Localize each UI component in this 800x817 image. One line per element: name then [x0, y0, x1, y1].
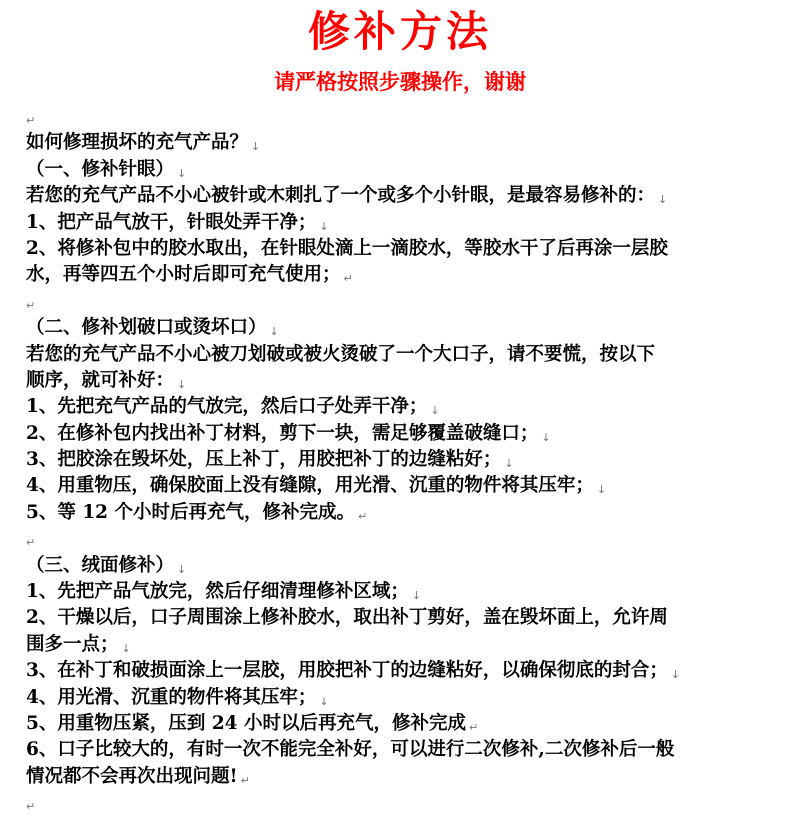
line-break-mark-icon: ↓ [251, 140, 261, 154]
paragraph-mark-icon: ↵ [26, 536, 36, 550]
document-line [26, 342, 786, 368]
line-break-mark-icon: ↓ [411, 589, 422, 603]
line-break-mark-icon: ↓ [269, 325, 279, 339]
document-line [26, 183, 786, 209]
blank-line [26, 526, 786, 552]
document-line [26, 553, 786, 579]
document-line [26, 632, 786, 658]
line-break-mark-icon: ↓ [670, 668, 681, 682]
document-title: 修补方法 [307, 7, 492, 56]
line-break-mark-icon: ↓ [504, 457, 514, 471]
document-line [26, 473, 786, 499]
line-text: 2、将修补包中的胶水取出，在针眼处滴上一滴胶水，等胶水干了后再涂一层胶 [26, 237, 668, 259]
line-text: 1、把产品气放干，针眼处弄干净； [26, 211, 317, 233]
blank-line [26, 790, 786, 816]
document-line [26, 605, 786, 631]
line-break-mark-icon: ↓ [319, 219, 329, 233]
line-text: 如何修理损坏的充气产品？ [26, 132, 249, 154]
document-line [26, 737, 786, 763]
line-text: 若您的充气产品不小心被针或木刺扎了一个或多个小针眼，是最容易修补的： [26, 185, 656, 207]
line-text: 3、把胶涂在毁坏处，压上补丁，用胶把补丁的边缝粘好； [26, 449, 502, 471]
document-line [26, 262, 786, 288]
paragraph-mark-icon: ↵ [343, 272, 353, 286]
document-line [26, 394, 786, 420]
paragraph-mark-icon: ↵ [26, 298, 36, 312]
paragraph-mark-icon: ↵ [358, 509, 368, 523]
line-break-mark-icon: ↓ [121, 641, 131, 655]
document-line [26, 368, 786, 394]
line-break-mark-icon: ↓ [596, 483, 607, 497]
document-line [26, 447, 786, 473]
line-text: 4、用光滑、沉重的物件将其压牢； [26, 686, 317, 708]
line-break-mark-icon: ↓ [177, 166, 187, 180]
line-text: 围多一点； [26, 633, 119, 655]
document-body [26, 104, 786, 817]
document-line [26, 764, 786, 790]
line-text: 水，再等四五个小时后即可充气使用； [26, 264, 341, 286]
document-line [26, 500, 786, 526]
line-text: 2、干燥以后，口子周围涂上修补胶水，取出补丁剪好，盖在毁坏面上，允许周 [26, 607, 668, 629]
line-break-mark-icon: ↓ [541, 430, 551, 444]
line-break-mark-icon: ↓ [319, 694, 329, 708]
line-text: 5、等 12 个小时后再充气，修补完成。 [26, 501, 355, 523]
line-text: 3、在补丁和破损面涂上一层胶，用胶把补丁的边缝粘好，以确保彻底的封合； [26, 660, 668, 682]
line-text: 5、用重物压紧，压到 24 小时以后再充气，修补完成 [26, 712, 467, 734]
blank-line [26, 289, 786, 315]
line-text: 若您的充气产品不小心被刀划破或被火烫破了一个大口子，请不要慌，按以下 [26, 343, 656, 365]
line-text: 6、口子比较大的，有时一次不能完全补好，可以进行二次修补,二次修补后一般 [26, 739, 675, 761]
line-text: （三、绒面修补） [26, 554, 175, 576]
paragraph-mark-icon: ↵ [469, 720, 479, 734]
line-text: （一、修补针眼） [26, 158, 175, 180]
document-line [26, 210, 786, 236]
line-text: 4、用重物压，确保胶面上没有缝隙，用光滑、沉重的物件将其压牢； [26, 475, 594, 497]
paragraph-mark-icon: ↵ [26, 800, 36, 814]
document-line [26, 421, 786, 447]
document-line [26, 658, 786, 684]
paragraph-mark-icon: ↵ [240, 773, 250, 787]
line-text: 情况都不会再次出现问题! [26, 765, 238, 787]
document-subtitle: 请严格按照步骤操作，谢谢 [274, 69, 526, 94]
line-text: 2、在修补包内找出补丁材料，剪下一块，需足够覆盖破缝口； [26, 422, 539, 444]
line-break-mark-icon: ↓ [430, 404, 440, 418]
line-break-mark-icon: ↓ [658, 193, 668, 207]
document-line [26, 236, 786, 262]
line-text: （二、修补划破口或烫坏口） [26, 317, 267, 339]
document-line [26, 711, 786, 737]
document-line [26, 130, 786, 156]
document-line [26, 157, 786, 183]
document-line [26, 579, 786, 605]
line-text: 顺序，就可补好： [26, 369, 175, 391]
paragraph-mark-icon: ↵ [26, 114, 36, 127]
line-text: 1、先把产品气放完，然后仔细清理修补区域； [26, 581, 409, 603]
line-break-mark-icon: ↓ [177, 377, 187, 391]
blank-line [26, 104, 786, 130]
document-line [26, 315, 786, 341]
line-break-mark-icon: ↓ [177, 562, 187, 576]
line-text: 1、先把充气产品的气放完，然后口子处弄干净； [26, 396, 428, 418]
document-line [26, 685, 786, 711]
